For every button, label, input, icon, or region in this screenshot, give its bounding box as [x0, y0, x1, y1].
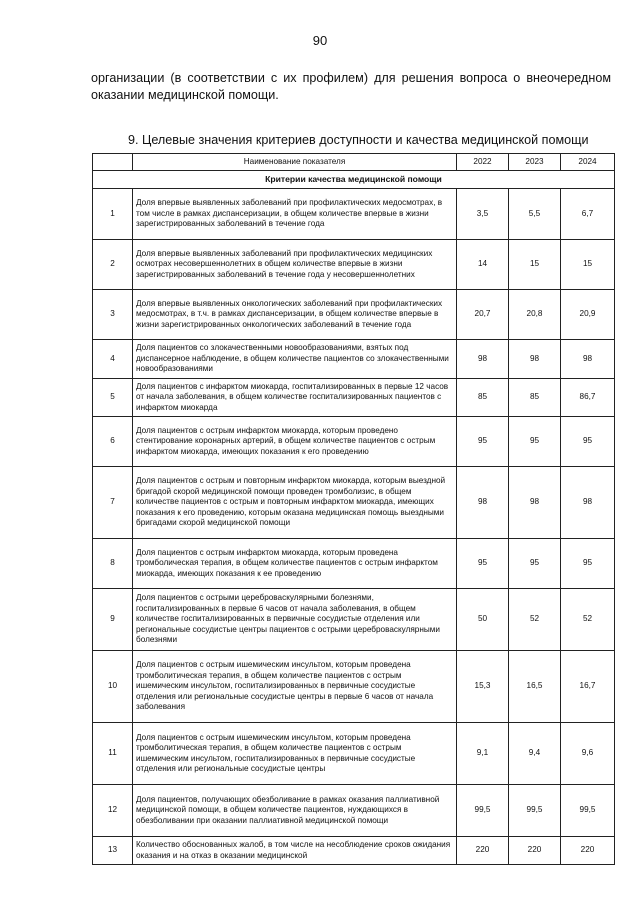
row-number: 6 [93, 417, 133, 467]
indicator-name: Доля пациентов с острым инфарктом миокарда, которым проведено стентирование коронарных артерий, в общем количестве пациентов с острым инфарктом миокарда, имеющих показания к его проведению [133, 417, 457, 467]
value-2023: 9,4 [509, 723, 561, 785]
indicator-name: Доля пациентов с острым ишемическим инсультом, которым проведена тромболитическая терапия, в общем количестве пациентов с острым ишемическим инсультом, госпитализированных в первичные сосудистые отделения или региональные сосудистые центры в первые 6 часов от начала заболевания [133, 651, 457, 723]
table-row [93, 417, 615, 467]
value-2024: 95 [561, 539, 615, 589]
value-2024: 95 [561, 417, 615, 467]
table-row [93, 785, 615, 837]
page-number: 90 [312, 33, 328, 48]
value-2023: 98 [509, 340, 561, 379]
value-2022: 95 [457, 417, 509, 467]
indicator-name: Доля пациентов со злокачественными новообразованиями, взятых под диспансерное наблюдение, в общем количестве пациентов со злокачественными новообразованиями [133, 340, 457, 379]
value-2022: 220 [457, 837, 509, 865]
table-row [93, 723, 615, 785]
row-number: 11 [93, 723, 133, 785]
indicator-name: Доля впервые выявленных заболеваний при профилактических медицинских осмотрах несовершеннолетних в общем количестве впервые в жизни зарегистрированных заболеваний в течение года у несовершеннолетних [133, 240, 457, 290]
value-2024: 9,6 [561, 723, 615, 785]
header-year-2022: 2022 [457, 154, 509, 171]
table-row [93, 539, 615, 589]
value-2024: 16,7 [561, 651, 615, 723]
quality-criteria-table [92, 153, 615, 865]
value-2023: 99,5 [509, 785, 561, 837]
value-2022: 99,5 [457, 785, 509, 837]
indicator-name: Доля пациентов с острым ишемическим инсультом, которым проведена тромболитическая терапия, в общем количестве пациентов с острым ишемическим инсультом, госпитализированных в первичные сосудистые отделения или региональные сосудистые центры [133, 723, 457, 785]
intro-paragraph: организации (в соответствии с их профилем) для решения вопроса о внеочередном оказании медицинской помощи. [91, 71, 611, 102]
value-2022: 9,1 [457, 723, 509, 785]
value-2022: 14 [457, 240, 509, 290]
value-2024: 99,5 [561, 785, 615, 837]
value-2023: 16,5 [509, 651, 561, 723]
value-2023: 95 [509, 417, 561, 467]
indicator-name: Доля пациентов с острыми цереброваскулярными болезнями, госпитализированных в первые 6 часов от начала заболевания, в общем количестве госпитализированных в первичные сосудистые отделения или региональные сосудистые центры пациентов с острыми цереброваскулярными болезнями [133, 589, 457, 651]
table-row [93, 651, 615, 723]
value-2022: 3,5 [457, 189, 509, 240]
indicator-name: Доля пациентов с инфарктом миокарда, госпитализированных в первые 12 часов от начала заболевания, в общем количестве госпитализированных пациентов с инфарктом миокарда [133, 379, 457, 417]
indicator-name: Доля впервые выявленных заболеваний при профилактических медосмотрах, в том числе в рамках диспансеризации, в общем количестве впервые в жизни зарегистрированных заболеваний в течение года [133, 189, 457, 240]
table-row [93, 379, 615, 417]
value-2023: 220 [509, 837, 561, 865]
row-number: 3 [93, 290, 133, 340]
indicator-name: Доля пациентов с острым инфарктом миокарда, которым проведена тромболическая терапия, в общем количестве пациентов с острым инфарктом миокарда, имеющих показания к ее проведению [133, 539, 457, 589]
indicator-name: Доля пациентов с острым и повторным инфарктом миокарда, которым выездной бригадой скорой медицинской помощи проведен тромболизис, в общем количестве пациентов с острым и повторным инфарктом миокарда, имеющих показания к его проведению, которым оказана медицинская помощь выездными бригадами скорой медицинской помощи [133, 467, 457, 539]
table-row [93, 589, 615, 651]
value-2022: 15,3 [457, 651, 509, 723]
row-number: 1 [93, 189, 133, 240]
indicator-name: Доля пациентов, получающих обезболивание в рамках оказания паллиативной медицинской помощи, в общем количестве пациентов, нуждающихся в обезболивании при оказании паллиативной медицинской помощи [133, 785, 457, 837]
section-label: Критерии качества медицинской помощи [93, 171, 615, 189]
row-number: 5 [93, 379, 133, 417]
value-2024: 15 [561, 240, 615, 290]
row-number: 7 [93, 467, 133, 539]
value-2022: 20,7 [457, 290, 509, 340]
indicator-name: Количество обоснованных жалоб, в том числе на несоблюдение сроков ожидания оказания и на отказ в оказании медицинской [133, 837, 457, 865]
value-2023: 15 [509, 240, 561, 290]
row-number: 9 [93, 589, 133, 651]
header-year-2023: 2023 [509, 154, 561, 171]
row-number: 2 [93, 240, 133, 290]
value-2024: 98 [561, 340, 615, 379]
table-row [93, 837, 615, 865]
table-row [93, 467, 615, 539]
value-2022: 95 [457, 539, 509, 589]
section-title: 9. Целевые значения критериев доступности и качества медицинской помощи [128, 133, 589, 147]
header-year-2024: 2024 [561, 154, 615, 171]
header-indicator-name: Наименование показателя [133, 154, 457, 171]
header-number [93, 154, 133, 171]
value-2024: 98 [561, 467, 615, 539]
value-2024: 6,7 [561, 189, 615, 240]
value-2023: 98 [509, 467, 561, 539]
value-2024: 86,7 [561, 379, 615, 417]
row-number: 4 [93, 340, 133, 379]
value-2023: 20,8 [509, 290, 561, 340]
value-2024: 52 [561, 589, 615, 651]
row-number: 12 [93, 785, 133, 837]
value-2023: 95 [509, 539, 561, 589]
table-row [93, 240, 615, 290]
value-2024: 20,9 [561, 290, 615, 340]
value-2023: 5,5 [509, 189, 561, 240]
row-number: 13 [93, 837, 133, 865]
table-row [93, 189, 615, 240]
row-number: 10 [93, 651, 133, 723]
table-row [93, 340, 615, 379]
indicator-name: Доля впервые выявленных онкологических заболеваний при профилактических медосмотрах, в т.ч. в рамках диспансеризации, в общем количестве впервые в жизни зарегистрированных онкологических заболеваний в течение года [133, 290, 457, 340]
section-row [93, 171, 615, 189]
value-2022: 98 [457, 467, 509, 539]
table-header-row [93, 154, 615, 171]
value-2023: 85 [509, 379, 561, 417]
row-number: 8 [93, 539, 133, 589]
value-2024: 220 [561, 837, 615, 865]
table-row [93, 290, 615, 340]
value-2022: 98 [457, 340, 509, 379]
value-2022: 50 [457, 589, 509, 651]
value-2022: 85 [457, 379, 509, 417]
value-2023: 52 [509, 589, 561, 651]
